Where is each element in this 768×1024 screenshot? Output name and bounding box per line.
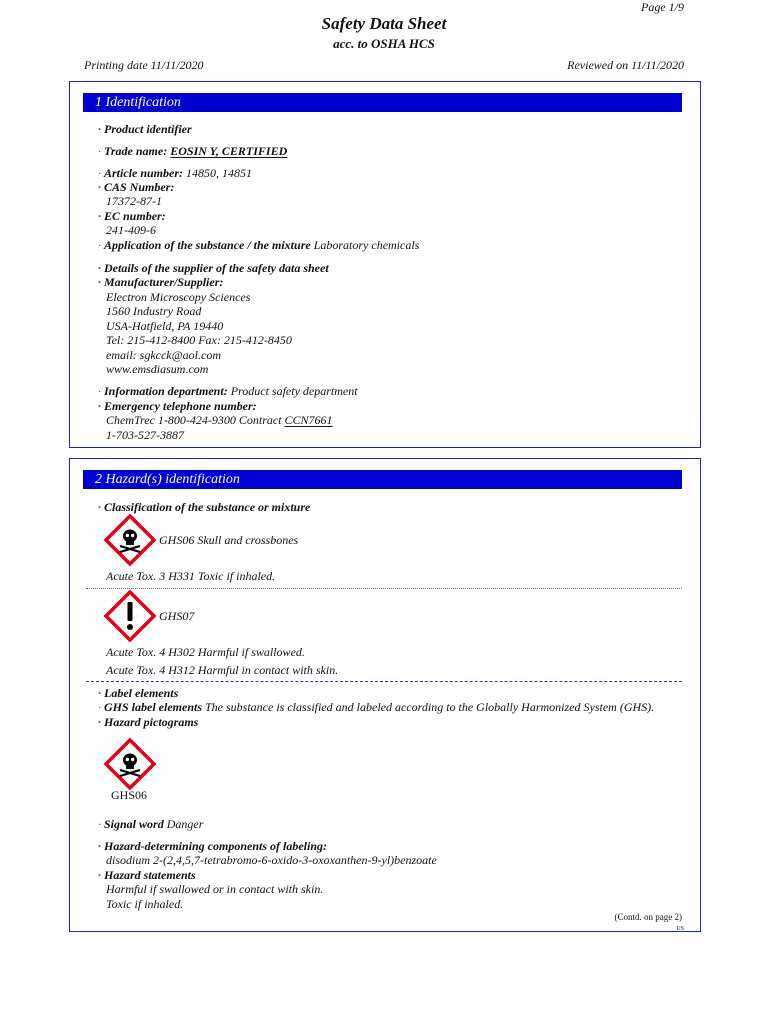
hazard-components-value: disodium 2-(2,4,5,7-tetrabromo-6-oxido-3-oxoxanthen-9-yl)benzoate bbox=[106, 853, 437, 867]
ghs07-caption: GHS07 bbox=[159, 609, 195, 623]
information-department: · Information department: Product safety department bbox=[98, 384, 358, 398]
ghs-label-elements: · GHS label elements The substance is classified and labeled according to the Globally Harmonized System (GHS). bbox=[98, 700, 655, 714]
exclamation-mark-icon bbox=[104, 590, 156, 642]
contract-number: CCN7661 bbox=[284, 413, 333, 427]
hazard-pictograms-label: · Hazard pictograms bbox=[98, 715, 199, 729]
printing-date: Printing date 11/11/2020 bbox=[84, 58, 204, 72]
supplier-details: · Details of the supplier of the safety data sheet bbox=[98, 261, 329, 275]
cas-number-label: · CAS Number: bbox=[98, 180, 175, 194]
address-line: Electron Microscopy Sciences bbox=[106, 290, 251, 304]
address-line: USA-Hatfield, PA 19440 bbox=[106, 319, 224, 333]
ec-number-label: · EC number: bbox=[98, 209, 166, 223]
region-code: US bbox=[676, 926, 684, 932]
skull-crossbones-icon bbox=[104, 514, 156, 566]
signal-word: · Signal word Danger bbox=[98, 817, 204, 831]
hazard-statement: Harmful if swallowed or in contact with skin. bbox=[106, 882, 324, 896]
label-elements: · Label elements bbox=[98, 686, 179, 700]
section-2-heading: 2 Hazard(s) identification bbox=[83, 470, 682, 489]
trade-name: · Trade name: EOSIN Y, CERTIFIED bbox=[98, 144, 288, 158]
address-line: email: sgkcck@aol.com bbox=[106, 348, 221, 362]
acute-tox-4-dermal: Acute Tox. 4 H312 Harmful in contact with skin. bbox=[106, 663, 339, 677]
hazard-components-label: · Hazard-determining components of labeling: bbox=[98, 839, 328, 853]
emergency-label: · Emergency telephone number: bbox=[98, 399, 257, 413]
reviewed-date: Reviewed on 11/11/2020 bbox=[567, 58, 684, 72]
manufacturer-label: · Manufacturer/Supplier: bbox=[98, 275, 224, 289]
hazard-statements-label: · Hazard statements bbox=[98, 868, 196, 882]
acute-tox-4-oral: Acute Tox. 4 H302 Harmful if swallowed. bbox=[106, 645, 305, 659]
section-1-heading: 1 Identification bbox=[83, 93, 682, 112]
dashed-divider bbox=[86, 681, 682, 682]
pictogram-code: GHS06 bbox=[111, 788, 148, 802]
acute-tox-3: Acute Tox. 3 H331 Toxic if inhaled. bbox=[106, 569, 276, 583]
hazard-statement: Toxic if inhaled. bbox=[106, 897, 184, 911]
trade-name-value: EOSIN Y, CERTIFIED bbox=[170, 144, 288, 158]
document-subtitle: acc. to OSHA HCS bbox=[333, 36, 435, 51]
page-number: Page 1/9 bbox=[641, 0, 684, 14]
address-line: www.emsdiasum.com bbox=[106, 362, 209, 376]
application: · Application of the substance / the mixture Laboratory chemicals bbox=[98, 238, 420, 252]
article-number: · Article number: 14850, 14851 bbox=[98, 166, 253, 180]
emergency-line-2: 1-703-527-3887 bbox=[106, 428, 184, 442]
continued-note: (Contd. on page 2) bbox=[614, 912, 682, 922]
ghs06-caption: GHS06 Skull and crossbones bbox=[159, 533, 299, 547]
ec-number-value: 241-409-6 bbox=[106, 223, 156, 237]
address-line: 1560 Industry Road bbox=[106, 304, 202, 318]
cas-number-value: 17372-87-1 bbox=[106, 194, 162, 208]
skull-crossbones-icon bbox=[104, 738, 156, 790]
classification-label: · Classification of the substance or mixture bbox=[98, 500, 311, 514]
product-identifier: · Product identifier bbox=[98, 122, 192, 136]
address-line: Tel: 215-412-8400 Fax: 215-412-8450 bbox=[106, 333, 292, 347]
document-title: Safety Data Sheet bbox=[321, 14, 447, 33]
dotted-divider bbox=[86, 588, 682, 589]
emergency-line-1: ChemTrec 1-800-424-9300 Contract CCN7661 bbox=[106, 413, 333, 427]
